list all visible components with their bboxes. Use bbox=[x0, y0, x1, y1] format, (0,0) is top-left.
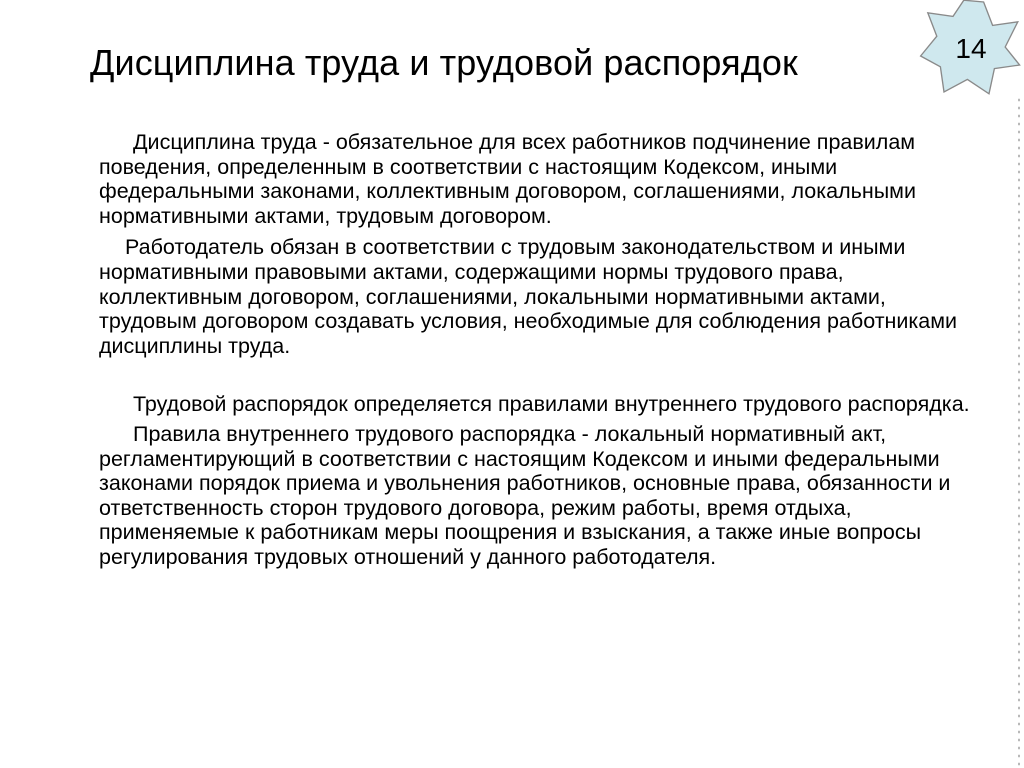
slide-number-badge bbox=[918, 0, 1024, 104]
slide-number: 14 bbox=[955, 33, 987, 64]
paragraph-work-schedule: Трудовой распорядок определяется правилами внутреннего трудового распорядка. bbox=[133, 392, 970, 417]
paragraph-internal-rules: Правила внутреннего трудового распорядка - локальный нормативный акт, регламентирующий в соответствии с настоящим Кодексом и иными федеральными законами порядок приема и увольнения работников, основные права, обязанности и ответственность сторон трудового договора, режим работы, время отдыха, применяемые к работникам меры поощрения и взыскания, а также иные вопросы регулирования трудовых отношений у данного работодателя. bbox=[99, 421, 951, 569]
slide-body bbox=[99, 130, 979, 570]
paragraph-labor-discipline: Дисциплина труда - обязательное для всех работников подчинение правилам поведения, определенным в соответствии с настоящим Кодексом, иными федеральными законами, коллективным договором, соглашениями, локальными нормативными актами, трудовым договором. bbox=[99, 130, 916, 228]
edge-dot-pattern bbox=[1016, 96, 1022, 768]
slide-title: Дисциплина труда и трудовой распорядок bbox=[90, 42, 798, 83]
paragraph-employer-duty: Работодатель обязан в соответствии с трудовым законодательством и иными нормативными правовыми актами, содержащими нормы трудового права, коллективным договором, соглашениями, локальными нормативными актами, трудовым договором создавать условия, необходимые для соблюдения работниками дисциплины труда. bbox=[99, 235, 958, 358]
